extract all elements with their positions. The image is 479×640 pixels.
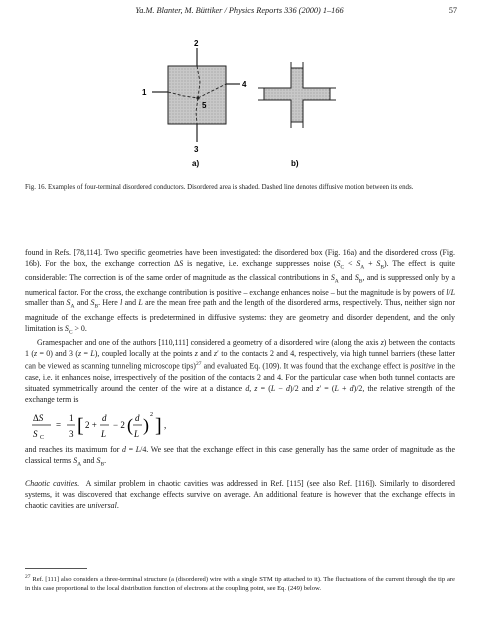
panel-b-label: b): [291, 159, 299, 168]
panel-b-cross: [258, 62, 336, 168]
svg-text:=: =: [56, 420, 62, 431]
svg-text:]: ]: [155, 415, 162, 438]
svg-text:L: L: [134, 429, 140, 440]
contact-label-3: 3: [194, 145, 199, 154]
paragraph-4: Chaotic cavities. A similar problem in chaotic cavities was addressed in Ref. [115] (see also Ref. [116]). Similarly to disordered systems, it was discovered that exchange effects survive on average. An additional feature is however that the exchange effects in chaotic cavities are universal.: [25, 479, 455, 511]
paragraph-3: and reaches its maximum for d = L/4. We see that the exchange effect in this case generally has the same order of magnitude as the classical terms $S_A$ and $S_B$.: [25, 445, 455, 468]
svg-text:2: 2: [150, 412, 153, 419]
contact-label-4: 4: [242, 80, 247, 89]
panel-a-box: [142, 39, 247, 168]
body-text: [25, 248, 455, 512]
svg-text:): ): [143, 415, 149, 436]
page-number: 57: [448, 6, 457, 15]
svg-text:d: d: [135, 413, 140, 424]
paragraph-2: Gramespacher and one of the authors [110,111] considered a geometry of a disordered wire (along the axis z) between the contacts 1 (z = 0) and 3 (z = L), coupled locally at the points z and z′ to the contacts 2 and 4, respectively, via high tunnel barriers (these latter can be viewed as scanning tunneling microscope tips)$^{27}$ and evaluated Eq. (109). It was found that the exchange effect is positive in the case, i.e. it enhances noise, irrespectively of the position of the contacts 2 and 4. For the particular case when both tunnel contacts are situated symmetrically around the center of the wire at a distance d, z = (L − d)/2 and z′ = (L + d)/2, the relative strength of the exchange term is: [25, 337, 456, 404]
svg-text:2 +: 2 +: [85, 420, 97, 431]
disordered-box: [168, 66, 226, 124]
paragraph-1: found in Refs. [78,114]. Two specific geometries have been investigated: the disordered box (Fig. 16a) and the disordered cross (Fig. 16b). For the box, the exchange correction ΔS is negative, i.e. exchange suppresses noise $(S_C < S_A + S_B)$. The effect is quite considerable: The correction is of the same order of magnitude as the classical contributions in $S_A$ and $S_B$, and is suppressed only by a numerical factor. For the cross, the exchange contribution is positive – exchange enhances noise – but the magnitude is by powers of l/L smaller than $S_A$ and $S_B$. Here l and L are the mean free path and the length of the disordered arms, respectively. Thus, neither sign nor magnitude of the exchange effects is predetermined in diffusive systems: they are geometry and disorder dependent, and the only limitation is $S_C > 0$.: [25, 248, 456, 336]
footnote-27: $^{27}$ Ref. [111] also considers a three-terminal structure (a (disordered) wire with a single STM tip attached to it). The fluctuations of the current through the tip are in this case proportional to the local distribution function of electrons at the coupling point, see Eq. (249) below.: [25, 574, 455, 593]
figure-16: [118, 26, 358, 170]
svg-text:L: L: [101, 429, 107, 440]
panel-a-label: a): [192, 159, 200, 168]
running-head: Ya.M. Blanter, M. Büttiker / Physics Reports 336 (2000) 1–166: [135, 6, 344, 15]
svg-text:3: 3: [69, 429, 74, 440]
svg-text:− 2: − 2: [113, 420, 125, 431]
contact-label-2: 2: [194, 39, 199, 48]
svg-text:[: [: [77, 415, 84, 438]
disordered-cross: [264, 68, 330, 122]
figure-16-drawing: [118, 26, 358, 170]
contact-label-5: 5: [202, 101, 207, 110]
equation-exchange-strength: [31, 407, 455, 445]
contact-5-point: [196, 96, 199, 99]
svg-text:C: C: [40, 435, 45, 442]
svg-text:,: ,: [164, 420, 167, 431]
figure-caption: Fig. 16. Examples of four-terminal disordered conductors. Disordered area is shaded. Dashed line denotes diffusive motion between its ends.: [25, 184, 414, 191]
svg-text:d: d: [102, 413, 107, 424]
page-header: [0, 6, 479, 20]
svg-text:ΔS: ΔS: [33, 413, 44, 424]
section-title-chaotic-cavities: Chaotic cavities.: [25, 479, 80, 489]
equation-drawing: [31, 407, 231, 445]
svg-text:1: 1: [69, 413, 74, 424]
footnote-rule: [25, 568, 87, 569]
contact-label-1: 1: [142, 88, 147, 97]
svg-text:S: S: [33, 429, 38, 440]
svg-text:(: (: [127, 415, 133, 436]
